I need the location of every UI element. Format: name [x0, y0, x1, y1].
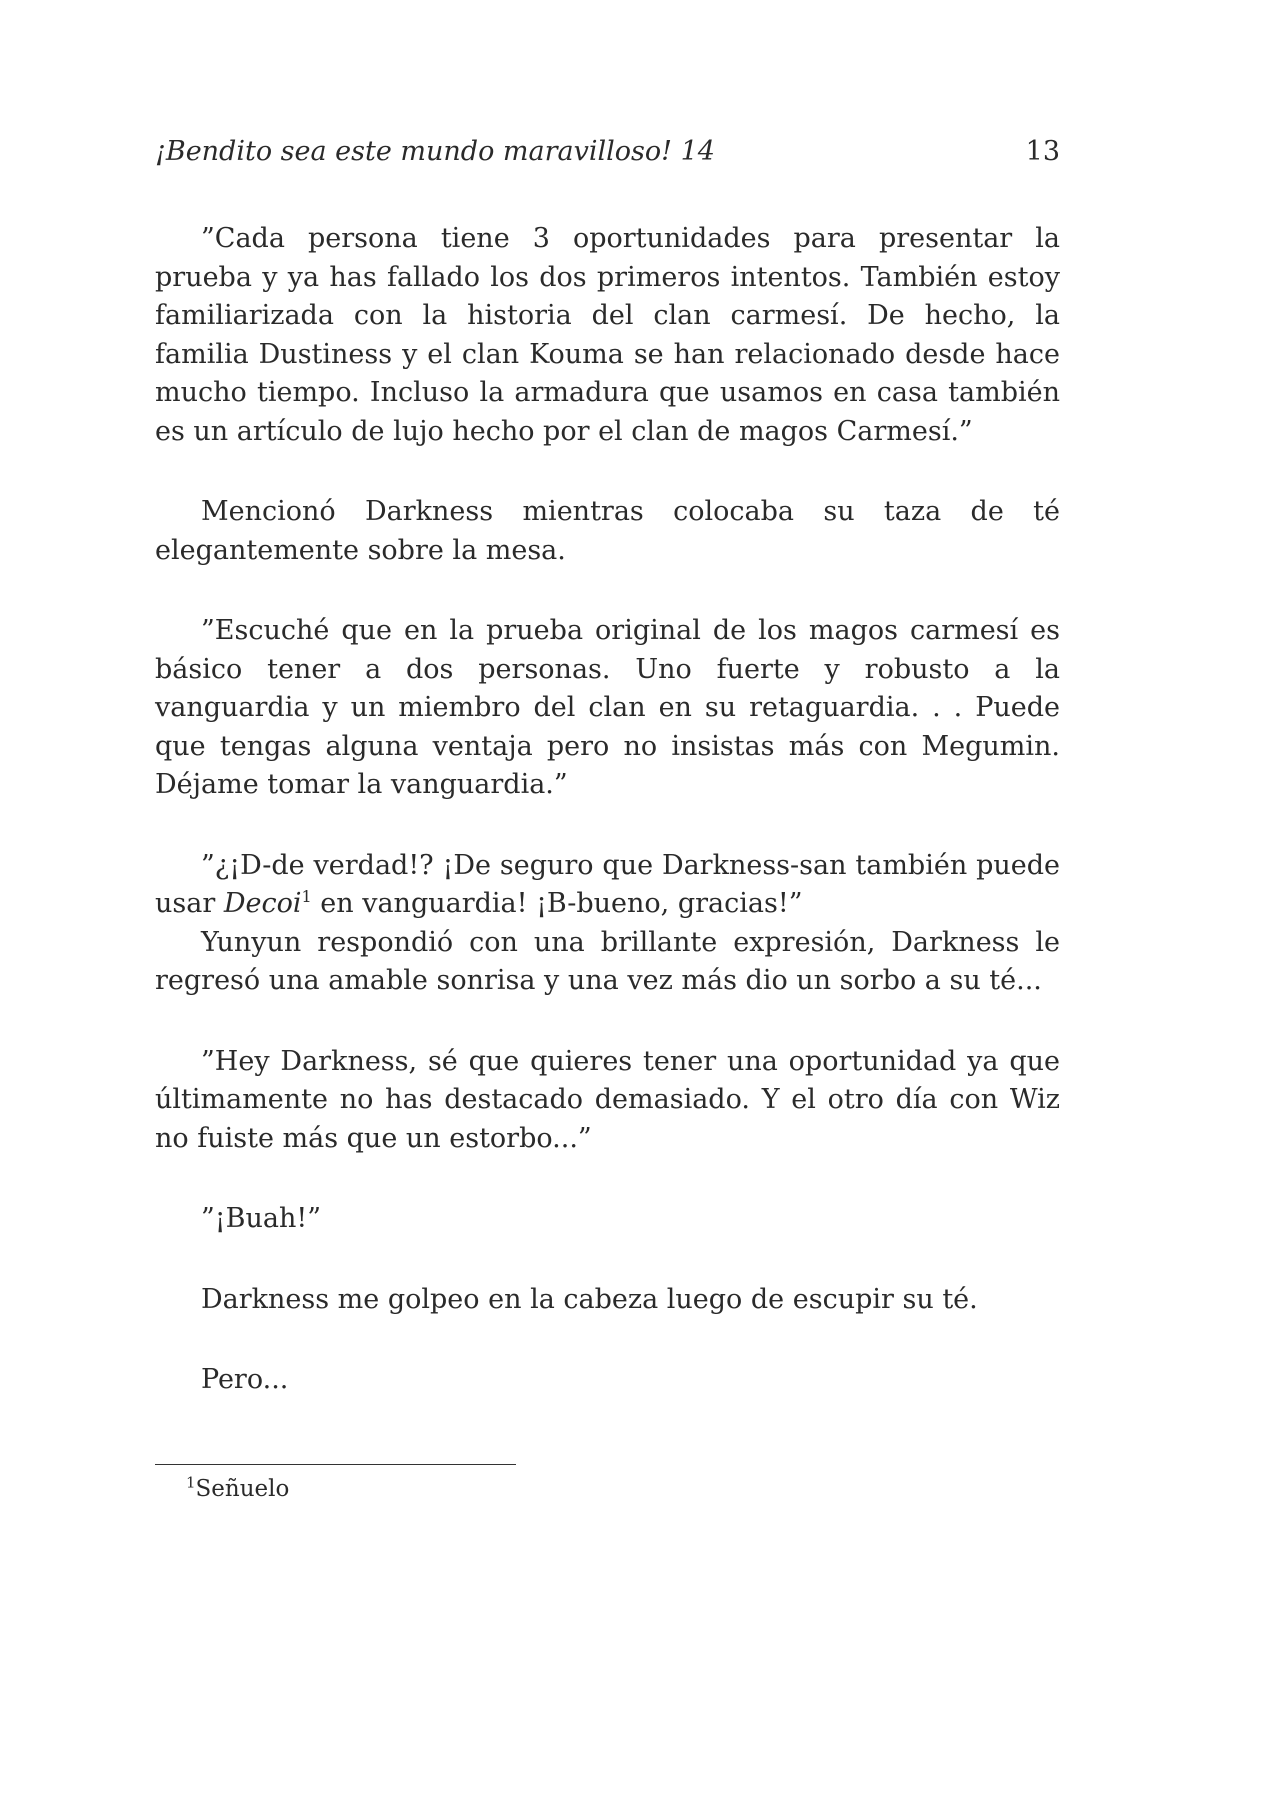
page-header	[155, 128, 1060, 176]
paragraph-2: Mencionó Darkness mientras colocaba su taza de té elegantemente sobre la mesa.	[155, 496, 1060, 566]
paragraph-1: ”Cada persona tiene 3 oportunidades para presentar la prueba y ya has fallado los dos primeros intentos. También estoy familiarizada con la historia del clan carmesí. De hecho, la familia Dustiness y el clan Kouma se han relacionado desde hace mucho tiempo. Incluso la armadura que usamos en casa también es un artículo de lujo hecho por el clan de magos Carmesí.”	[155, 223, 1060, 447]
footnote-mark: 1	[186, 1473, 196, 1492]
paragraph-4-before: ”¿¡D-de verdad!? ¡De seguro que Darkness-san también puede usar	[155, 849, 1060, 919]
paragraph-8: Darkness me golpeo en la cabeza luego de escupir su té.	[201, 1283, 978, 1315]
paragraph-4-after: en vanguardia! ¡B-bueno, gracias!”	[311, 888, 803, 919]
paragraph-5: Yunyun respondió con una brillante expresión, Darkness le regresó una amable sonrisa y una vez más dio un sorbo a su té...	[155, 926, 1060, 996]
footnote-text: Señuelo	[195, 1476, 290, 1502]
paragraph-9: Pero...	[201, 1364, 289, 1395]
footnote-divider	[155, 1464, 516, 1465]
page-number: 13	[1025, 136, 1060, 167]
footnote	[186, 1472, 289, 1506]
body-text	[155, 220, 1060, 1442]
decoi-emphasis: Decoi	[223, 888, 302, 919]
paragraph-7: ”¡Buah!”	[201, 1203, 322, 1234]
running-title: ¡Bendito sea este mundo maravilloso! 14	[155, 136, 715, 167]
paragraph-4	[155, 847, 1060, 924]
footnote-reference: 1	[301, 887, 312, 906]
paragraph-6: ”Hey Darkness, sé que quieres tener una oportunidad ya que últimamente no has destacado demasiado. Y el otro día con Wiz no fuiste más que un estorbo...”	[155, 1045, 1060, 1154]
paragraph-3: ”Escuché que en la prueba original de los magos carmesí es básico tener a dos personas. Uno fuerte y robusto a la vanguardia y un miembro del clan en su retaguardia. . . Puede que tengas alguna ventaja pero no insistas más con Megumin. Déjame tomar la vanguardia.”	[155, 615, 1060, 800]
